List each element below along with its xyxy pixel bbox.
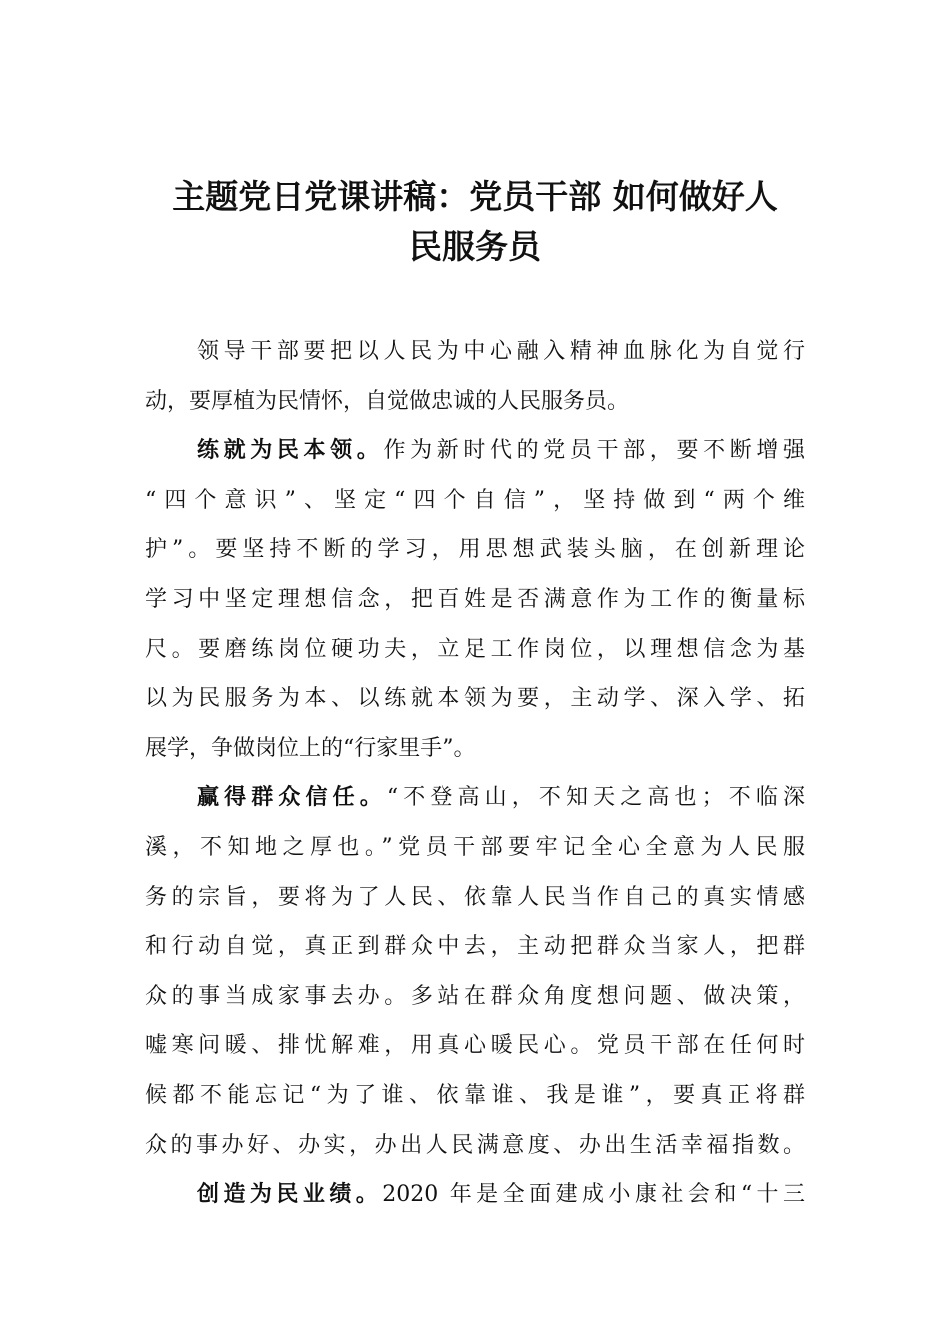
paragraph-line: 众的事当成家事去办。多站在群众角度想问题、做决策， — [145, 983, 805, 1009]
paragraph-line: 动，要厚植为民情怀，自觉做忠诚的人民服务员。 — [145, 388, 630, 414]
paragraph-line: 学习中坚定理想信念，把百姓是否满意作为工作的衡量标 — [145, 586, 805, 612]
paragraph-line: 展学，争做岗位上的“行家里手”。 — [145, 735, 476, 761]
section-heading: 练就为民本领。 — [197, 438, 384, 464]
paragraph-line: 以为民服务为本、以练就本领为要，主动学、深入学、拓 — [145, 686, 805, 712]
paragraph-line: 候都不能忘记“为了谁、依靠谁、我是谁”，要真正将群 — [145, 1082, 805, 1108]
document-title-line-1: 主题党日党课讲稿：党员干部 如何做好人 — [172, 177, 778, 216]
paragraph-line: 领导干部要把以人民为中心融入精神血脉化为自觉行 — [197, 339, 805, 364]
document-body — [145, 327, 805, 1220]
paragraph-line: 众的事办好、办实，办出人民满意度、办出生活幸福指数。 — [145, 1132, 805, 1158]
paragraph-line — [145, 426, 805, 476]
paragraph-line — [145, 773, 805, 823]
paragraph-line: “四个意识”、坚定“四个自信”，坚持做到“两个维 — [145, 487, 805, 513]
paragraph-text: 作为新时代的党员干部，要不断增强 — [383, 438, 805, 464]
paragraph-line: 溪，不知地之厚也。”党员干部要牢记全心全意为人民服 — [145, 834, 805, 860]
paragraph-line: 务的宗旨，要将为了人民、依靠人民当作自己的真实情感 — [145, 884, 805, 910]
section-heading: 赢得群众信任。 — [197, 785, 387, 811]
paragraph-line: 尺。要磨练岗位硬功夫，立足工作岗位，以理想信念为基 — [145, 636, 805, 662]
document-title-line-2: 民服务员 — [409, 227, 541, 266]
paragraph-line — [145, 1170, 805, 1220]
paragraph-text: “不登高山，不知天之高也；不临深 — [386, 785, 805, 811]
paragraph-line: 和行动自觉，真正到群众中去，主动把群众当家人，把群 — [145, 934, 805, 960]
paragraph-line: 护”。要坚持不断的学习，用思想武装头脑，在创新理论 — [145, 537, 805, 563]
paragraph-line: 嘘寒问暖、排忧解难，用真心暖民心。党员干部在任何时 — [145, 1033, 805, 1059]
section-heading: 创造为民业绩。 — [197, 1182, 383, 1208]
paragraph-text: 2020 年是全面建成小康社会和“十三 — [382, 1182, 805, 1208]
